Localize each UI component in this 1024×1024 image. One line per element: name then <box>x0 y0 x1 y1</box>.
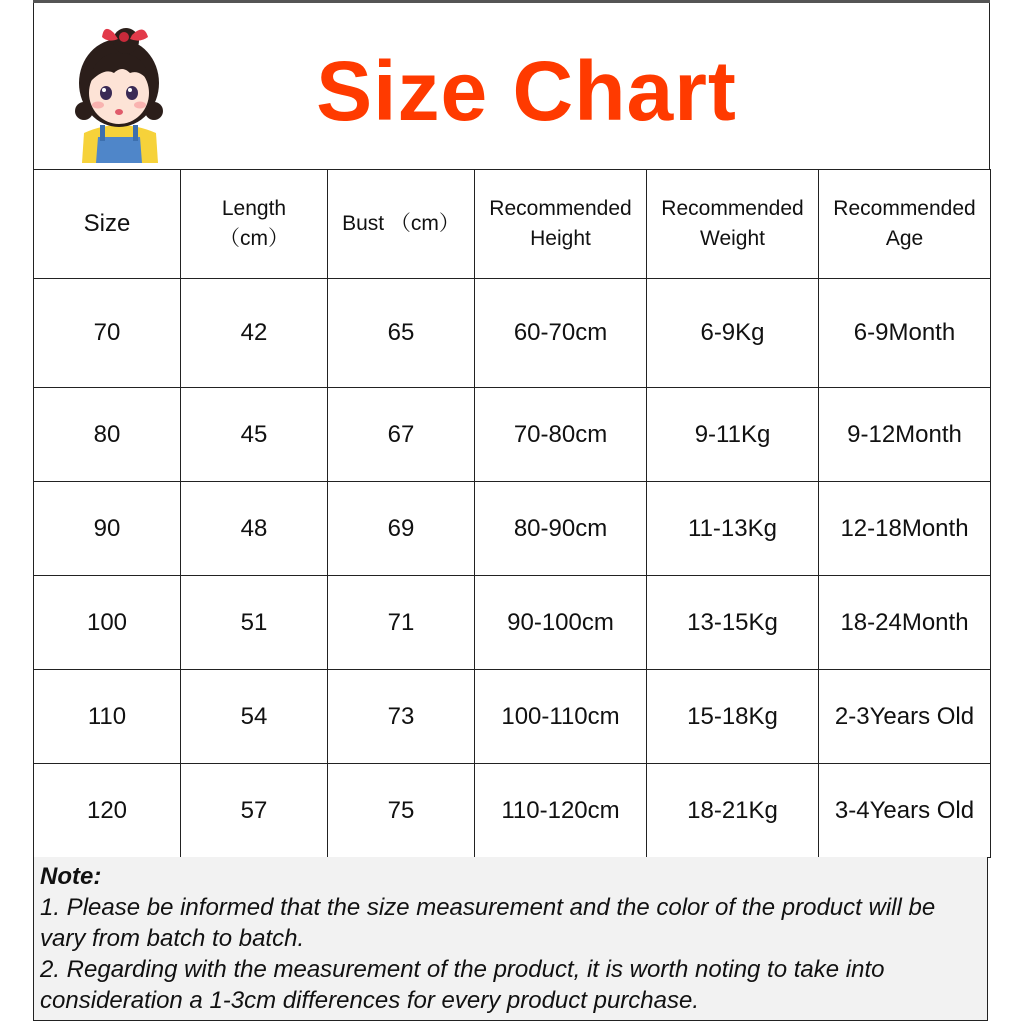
col-height-label: Recommended Height <box>489 197 632 250</box>
cell-height: 60-70cm <box>475 279 647 388</box>
cell-bust: 65 <box>328 279 475 388</box>
col-weight-label: Recommended Weight <box>661 197 804 250</box>
cell-bust: 71 <box>328 576 475 670</box>
cell-bust: 73 <box>328 670 475 764</box>
cell-weight: 11-13Kg <box>647 482 819 576</box>
cell-age: 9-12Month <box>819 388 991 482</box>
cell-height: 70-80cm <box>475 388 647 482</box>
cell-height: 100-110cm <box>475 670 647 764</box>
cell-bust: 67 <box>328 388 475 482</box>
table-row <box>34 388 991 482</box>
table-row <box>34 279 991 388</box>
col-length-label: Length （cm） <box>219 197 289 250</box>
table-row <box>34 764 991 858</box>
header <box>33 3 990 169</box>
cell-age: 2-3Years Old <box>819 670 991 764</box>
cell-weight: 18-21Kg <box>647 764 819 858</box>
cell-length: 42 <box>181 279 328 388</box>
title-text: Size Chart <box>316 44 737 138</box>
col-age-label: Recommended Age <box>833 197 976 250</box>
cell-length: 51 <box>181 576 328 670</box>
cell-size: 80 <box>34 388 181 482</box>
cell-size: 100 <box>34 576 181 670</box>
table-row <box>34 576 991 670</box>
cell-age: 6-9Month <box>819 279 991 388</box>
cell-size: 110 <box>34 670 181 764</box>
cell-weight: 13-15Kg <box>647 576 819 670</box>
cell-size: 70 <box>34 279 181 388</box>
cell-length: 48 <box>181 482 328 576</box>
size-table <box>33 169 991 858</box>
cell-length: 57 <box>181 764 328 858</box>
table-row <box>34 670 991 764</box>
col-length <box>181 170 328 279</box>
table-row <box>34 482 991 576</box>
cell-height: 110-120cm <box>475 764 647 858</box>
col-age <box>819 170 991 279</box>
cell-weight: 6-9Kg <box>647 279 819 388</box>
col-bust-label: Bust （cm） <box>342 212 460 235</box>
cell-height: 80-90cm <box>475 482 647 576</box>
table-header-row <box>34 170 991 279</box>
cell-height: 90-100cm <box>475 576 647 670</box>
size-chart-document <box>33 0 990 1024</box>
cell-length: 45 <box>181 388 328 482</box>
cell-weight: 9-11Kg <box>647 388 819 482</box>
note-title: Note: <box>40 863 102 890</box>
cell-age: 3-4Years Old <box>819 764 991 858</box>
note-box <box>33 857 988 1021</box>
cell-bust: 69 <box>328 482 475 576</box>
cell-bust: 75 <box>328 764 475 858</box>
cell-length: 54 <box>181 670 328 764</box>
col-weight <box>647 170 819 279</box>
page-title <box>34 43 989 140</box>
cell-weight: 15-18Kg <box>647 670 819 764</box>
col-height <box>475 170 647 279</box>
col-bust <box>328 170 475 279</box>
cell-age: 18-24Month <box>819 576 991 670</box>
cell-size: 90 <box>34 482 181 576</box>
cell-age: 12-18Month <box>819 482 991 576</box>
note-line-2: 2. Regarding with the measurement of the product, it is worth noting to take into consideration a 1-3cm differences for every product purchase. <box>40 956 885 1014</box>
cell-size: 120 <box>34 764 181 858</box>
col-size: Size <box>34 170 181 279</box>
note-line-1: 1. Please be informed that the size measurement and the color of the product will be vary from batch to batch. <box>40 894 936 952</box>
